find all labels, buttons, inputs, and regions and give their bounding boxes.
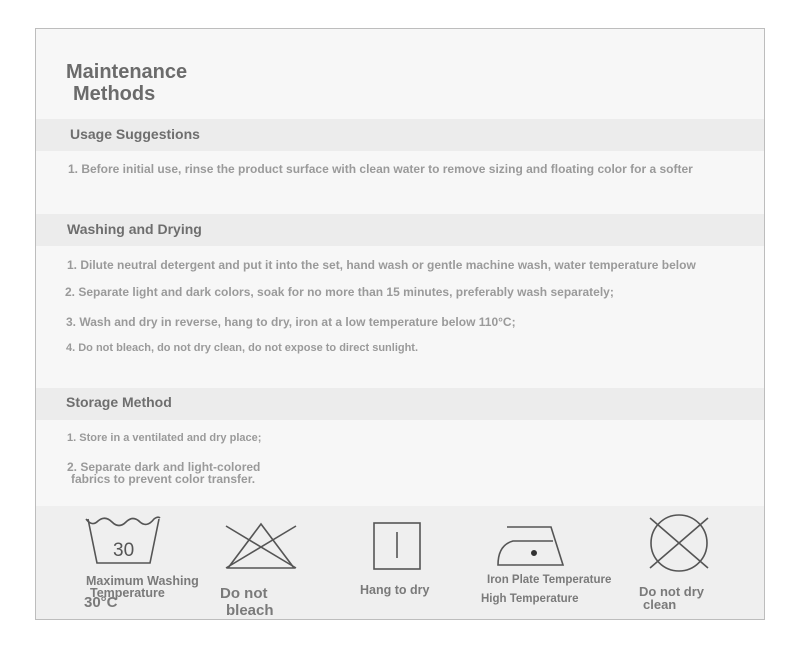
iron-label-1: Iron Plate Temperature [487,574,612,586]
usage-item-1: 1. Before initial use, rinse the product surface with clean water to remove sizing and floating color for a softer [68,162,693,176]
bleach-label-1: Do not [220,585,268,602]
usage-heading: Usage Suggestions [70,126,200,142]
wash-label-2: Temperature [90,586,165,600]
washing-heading: Washing and Drying [67,221,202,237]
bleach-label-2: bleach [226,602,274,619]
care-card [35,28,765,620]
washing-item-2: 2. Separate light and dark colors, soak for no more than 15 minutes, preferably wash separately; [65,285,614,299]
iron-label-2: High Temperature [481,593,579,605]
dry-clean-label-2: clean [643,597,677,612]
title-line-1: Maintenance [66,61,188,83]
do-not-bleach-icon [224,522,298,570]
storage-item-2-cont: fabrics to prevent color transfer. [71,472,256,486]
washing-item-4: 4. Do not bleach, do not dry clean, do not expose to direct sunlight. [66,342,419,354]
wash-label-1: Maximum Washing [86,574,199,588]
iron-icon [495,521,569,567]
washing-item-3: 3. Wash and dry in reverse, hang to dry, iron at a low temperature below 110°C; [66,315,516,329]
hang-to-dry-icon [373,522,421,570]
washing-item-1: 1. Dilute neutral detergent and put it into the set, hand wash or gentle machine wash, water temperature below [67,258,696,272]
wash-temp-number: 30 [113,540,135,561]
title-line-2: Methods [73,83,156,105]
storage-item-1: 1. Store in a ventilated and dry place; [67,432,262,444]
page-title [66,61,187,105]
hang-label: Hang to dry [360,583,430,597]
do-not-dry-clean-icon [646,514,712,572]
storage-item-2: 2. Separate dark and light-colored [67,460,261,474]
storage-heading: Storage Method [66,394,172,410]
wash-temp-label: 30°C [84,594,118,611]
dry-clean-label-1: Do not dry [639,584,704,599]
